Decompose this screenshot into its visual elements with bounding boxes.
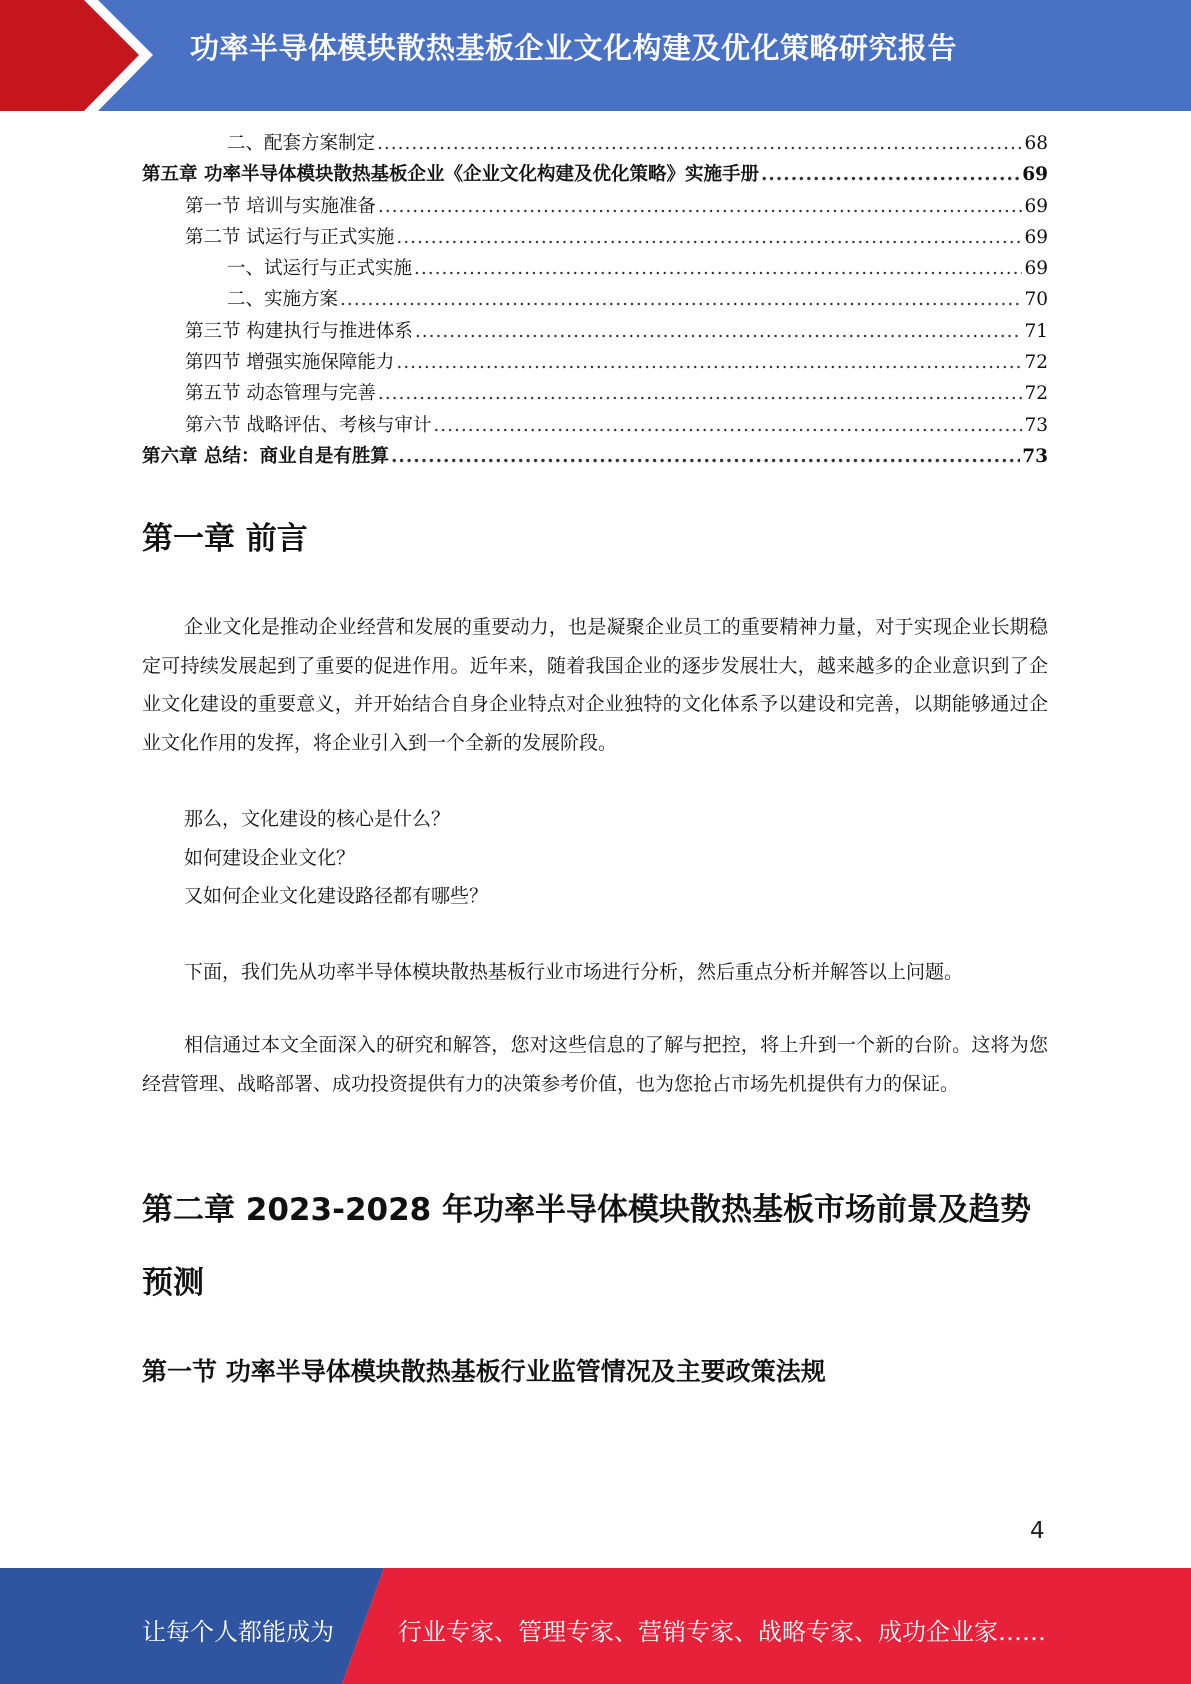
toc-entry-label: 第二节 试运行与正式实施 <box>185 226 395 248</box>
question-1: 那么，文化建设的核心是什么？ <box>184 808 451 830</box>
toc-leader-dots <box>340 289 1022 310</box>
toc-entry-label: 第四节 增强实施保障能力 <box>185 352 395 374</box>
table-of-contents <box>142 129 1048 473</box>
toc-leader-dots <box>414 258 1022 279</box>
toc-entry[interactable] <box>142 129 1048 160</box>
toc-leader-dots <box>396 352 1022 373</box>
toc-entry[interactable] <box>142 160 1048 191</box>
toc-entry[interactable] <box>142 254 1048 285</box>
toc-entry-label: 二、配套方案制定 <box>227 133 376 154</box>
toc-entry[interactable] <box>142 223 1048 254</box>
toc-leader-dots <box>433 415 1022 436</box>
toc-entry-label: 第三节 构建执行与推进体系 <box>185 320 413 342</box>
toc-entry-page: 72 <box>1024 352 1048 374</box>
toc-entry[interactable] <box>142 317 1048 348</box>
toc-entry-page: 68 <box>1024 133 1048 154</box>
question-3: 又如何企业文化建设路径都有哪些？ <box>184 885 489 907</box>
footer-band <box>0 1568 1191 1684</box>
toc-entry-label: 第五节 动态管理与完善 <box>185 383 376 405</box>
toc-entry-label: 第五章 功率半导体模块散热基板企业《企业文化构建及优化策略》实施手册 <box>142 164 759 186</box>
toc-leader-dots <box>377 133 1022 154</box>
toc-leader-dots <box>378 383 1023 404</box>
toc-entry-page: 69 <box>1024 226 1048 248</box>
toc-entry-page: 69 <box>1024 195 1048 217</box>
toc-entry[interactable] <box>142 348 1048 379</box>
toc-entry-label: 第六节 战略评估、考核与审计 <box>185 414 432 436</box>
chapter-1-heading: 第一章 前言 <box>142 521 308 557</box>
header-band <box>0 0 1191 111</box>
toc-leader-dots <box>378 196 1023 217</box>
toc-entry[interactable] <box>142 379 1048 410</box>
section-1-heading: 第一节 功率半导体模块散热基板行业监管情况及主要政策法规 <box>142 1357 826 1386</box>
toc-entry-page: 71 <box>1024 320 1048 342</box>
toc-entry-page: 70 <box>1024 289 1048 311</box>
report-title: 功率半导体模块散热基板企业文化构建及优化策略研究报告 <box>190 31 958 65</box>
toc-leader-dots <box>391 446 1020 467</box>
toc-entry[interactable] <box>142 411 1048 442</box>
toc-leader-dots <box>761 164 1020 185</box>
toc-entry-label: 一、试运行与正式实施 <box>227 258 413 280</box>
toc-entry[interactable] <box>142 192 1048 223</box>
toc-entry-page: 69 <box>1022 164 1048 186</box>
toc-entry-page: 69 <box>1024 258 1048 280</box>
toc-entry[interactable] <box>142 285 1048 316</box>
toc-entry-page: 72 <box>1024 383 1048 405</box>
question-2: 如何建设企业文化？ <box>184 847 356 869</box>
page-number: 4 <box>1030 1518 1045 1544</box>
header-arrow-decoration <box>0 0 160 111</box>
footer-slogan-left: 让每个人都能成为 <box>142 1618 334 1646</box>
toc-entry-label: 二、实施方案 <box>227 289 339 311</box>
toc-entry-label: 第一节 培训与实施准备 <box>185 195 376 217</box>
toc-leader-dots <box>396 227 1022 248</box>
footer-slogan-right: 行业专家、管理专家、营销专家、战略专家、成功企业家…… <box>398 1618 1046 1646</box>
toc-entry-page: 73 <box>1022 445 1048 467</box>
toc-entry[interactable] <box>142 442 1048 473</box>
chapter-1-paragraph-3: 相信通过本文全面深入的研究和解答，您对这些信息的了解与把控，将上升到一个新的台阶。这将为您经营管理、战略部署、成功投资提供有力的决策参考价值，也为您抢占市场先机提供有力的保证。 <box>142 1034 1048 1095</box>
toc-leader-dots <box>415 321 1023 342</box>
header-arrow-red-chevron <box>0 0 139 111</box>
toc-entry-page: 73 <box>1024 414 1048 436</box>
chapter-1-paragraph-2: 下面，我们先从功率半导体模块散热基板行业市场进行分析，然后重点分析并解答以上问题。 <box>184 961 964 983</box>
chapter-2-heading: 第二章 2023-2028 年功率半导体模块散热基板市场前景及趋势预测 <box>142 1192 1032 1301</box>
toc-entry-label: 第六章 总结：商业自是有胜算 <box>142 445 389 467</box>
chapter-1-paragraph-1: 企业文化是推动企业经营和发展的重要动力，也是凝聚企业员工的重要精神力量，对于实现企业长期稳定可持续发展起到了重要的促进作用。近年来，随着我国企业的逐步发展壮大，越来越多的企业意识到了企业文化建设的重要意义，并开始结合自身企业特点对企业独特的文化体系予以建设和完善，以期能够通过企业文化作用的发挥，将企业引入到一个全新的发展阶段。 <box>142 616 1048 754</box>
